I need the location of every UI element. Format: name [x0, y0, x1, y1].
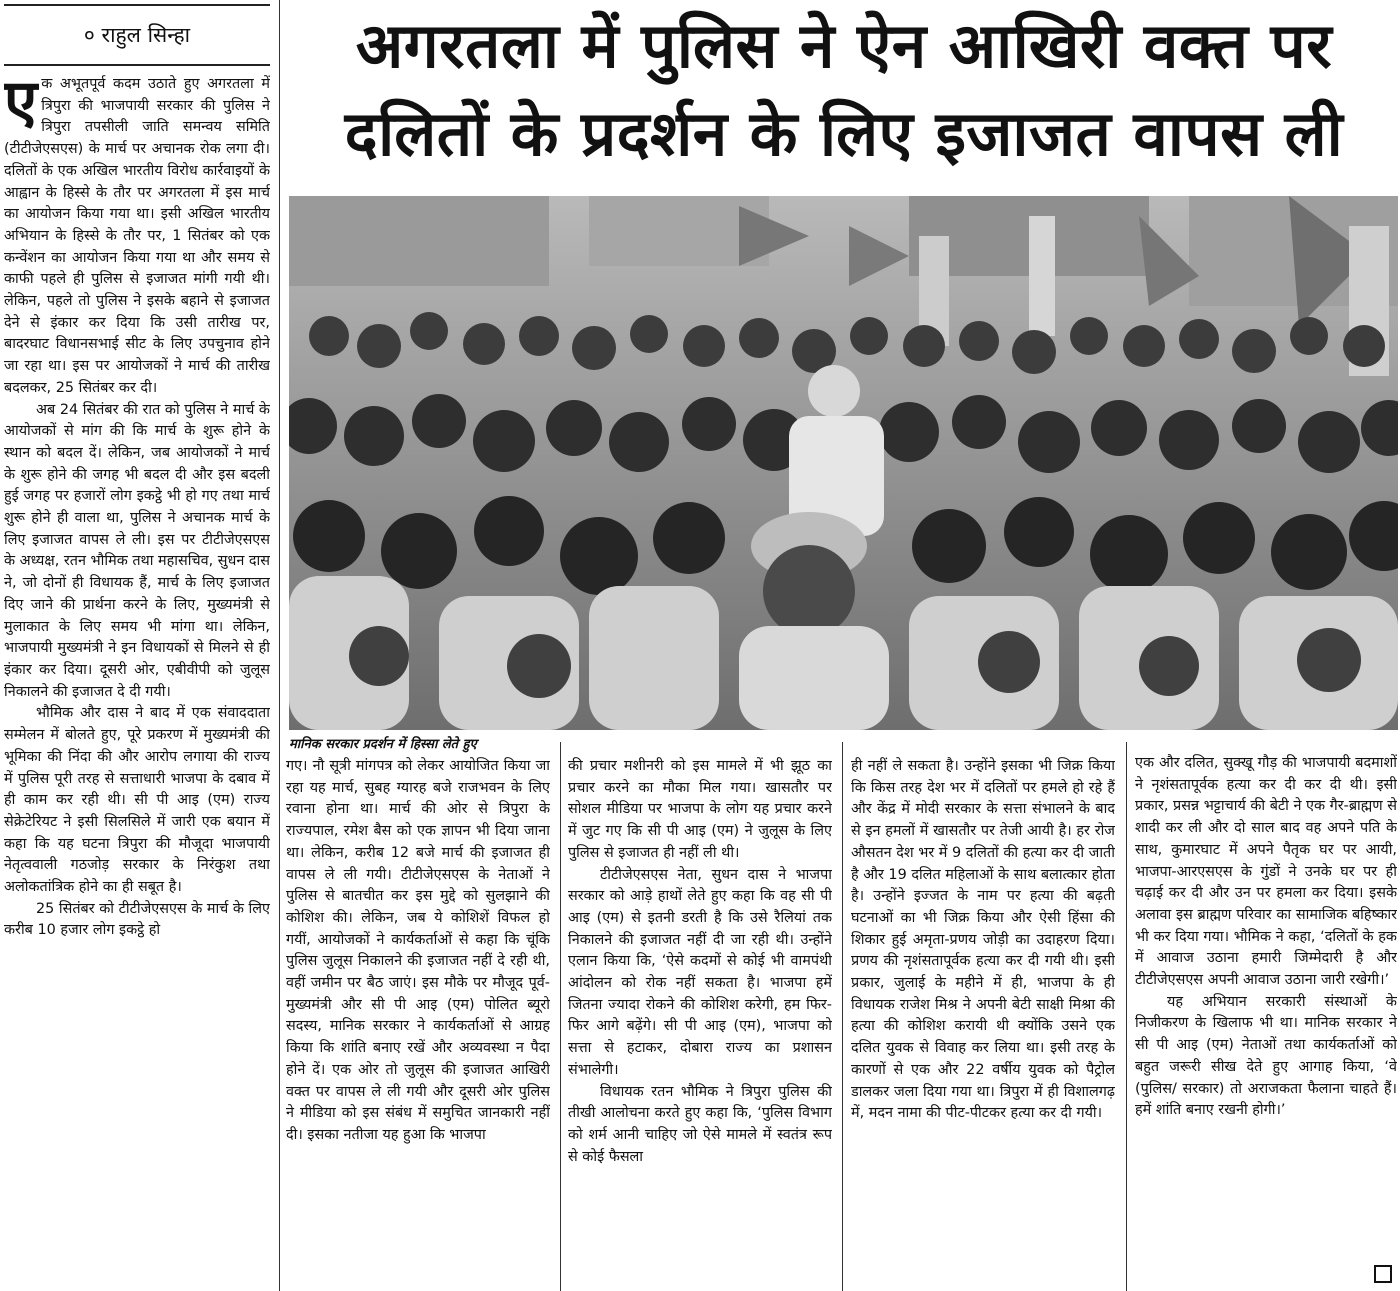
column-3-paragraph-1: की प्रचार मशीनरी को इस मामले में भी झूठ का प्रचार करने का मौका मिल गया। खासतौर पर सोशल मीडिया पर भाजपा के लोग यह प्रचार करने में जुट गए कि सी पी आइ (एम) ने जुलूस के लिए पुलिस से इजाजत ही नहीं ली थी।: [568, 758, 832, 861]
column-3: [568, 756, 832, 1286]
column-3-paragraph-3: विधायक रतन भौमिक ने त्रिपुरा पुलिस की तीखी आलोचना करते हुए कहा कि, ‘पुलिस विभाग को शर्म आनी चाहिए जो ऐसे मामले में स्वतंत्र रूप से कोई फैसला: [568, 1083, 832, 1165]
column-divider: [1126, 742, 1127, 1291]
column-4-paragraph-1: ही नहीं ले सकता है। उन्होंने इसका भी जिक्र किया कि किस तरह देश भर में दलितों पर हमले हो रहे हैं और केंद्र में मोदी सरकार के सत्ता संभालने के बाद से इन हमलों में खासतौर पर तेजी आयी है। हर रोज औसतन देश भर में 9 दलितों की हत्या कर दी जाती है और 19 दलित महिलाओं के साथ बलात्कार होता है। उन्होंने इज्जत के नाम पर हत्या की बढ़ती घटनाओं का भी जिक्र किया और ऐसी हिंसा की शिकार हुई अमृता-प्रणय जोड़ी का उदाहरण दिया। प्रणय की नृशंसतापूर्वक हत्या कर दी गयी थी। इसी प्रकार, जुलाई के महीने में ही, भाजपा के ही विधायक राजेश मिश्र ने अपनी बेटी साक्षी मिश्रा की हत्या की कोशिश करायी थी क्योंकि उसने एक दलित युवक से विवाह कर लिया था। इसी तरह के कारणों से एक और 22 वर्षीय युवक को पैट्रोल डालकर जला दिया गया था। त्रिपुरा में ही विशालगढ़ में, मदन नामा की पीट-पीटकर हत्या कर दी गयी।: [851, 758, 1115, 1122]
column-5-paragraph-1: एक और दलित, सुक्खू गौड़ की भाजपायी बदमाशों ने नृशंसतापूर्वक हत्या कर दी कर दी थी। इसी प्रकार, प्रसन्न भट्टाचार्य की बेटी ने एक गैर-ब्राह्मण से शादी कर ली और दो साल बाद वह अपने पति के साथ, कुमारघाट में अपने पैतृक घर पर आयी, भाजपा-आरएसएस के गुंडों ने उनके घर पर ही चढ़ाई कर दी और उन पर हमला कर दिया। इसके अलावा इस ब्राह्मण परिवार का सामाजिक बहिष्कार भी कर दिया गया। भौमिक ने कहा, ‘दलितों के हक में आवाज उठाना हमारी जिम्मेदारी है और टीटीजेएसएस अपनी आवाज उठाना जारी रखेगी।’: [1135, 755, 1397, 989]
left-paragraph-1: [4, 74, 270, 400]
left-paragraph-2: अब 24 सितंबर की रात को पुलिस ने मार्च के आयोजकों से मांग की कि मार्च के शुरू होने के स्थान को बदल दें। लेकिन, जब आयोजकों ने मार्च के शुरू होने की जगह भी बदल दी और इस बदली हुई जगह पर हजारों लोग इकट्ठे भी हो गए तथा मार्च शुरू होने ही वाला था, पुलिस ने अचानक मार्च के लिए इजाजत वापस ले ली। इस पर टीटीजेएसएस के अध्यक्ष, रतन भौमिक तथा महासचिव, सुधन दास ने, जो दोनों ही विधायक हैं, मार्च के लिए इजाजत दिए जाने की प्रार्थना करने के लिए, मुख्यमंत्री से मुलाकात के लिए समय भी मांगा था। लेकिन, भाजपायी मुख्यमंत्री ने इन विधायकों से मिलने से ही इंकार कर दिया। दूसरी ओर, एबीवीपी को जुलूस निकालने की इजाजत दे दी गयी।: [4, 401, 270, 700]
column-2-paragraph-1: गए। नौ सूत्री मांगपत्र को लेकर आयोजित किया जा रहा यह मार्च, सुबह ग्यारह बजे राजभवन के लिए रवाना होना था। मार्च की ओर से त्रिपुरा के राज्यपाल, रमेश बैस को एक ज्ञापन भी दिया जाना था। लेकिन, करीब 12 बजे मार्च की इजाजत ही वापस ले ली गयी। टीटीजेएसएस के नेताओं ने पुलिस से बातचीत कर इस मुद्दे को सुलझाने की कोशिश की। लेकिन, जब ये कोशिशें विफल हो गयीं, आयोजकों ने कार्यकर्ताओं से कहा कि चूंकि पुलिस जुलूस निकालने की इजाजत नहीं दे रही थी, वहीं जमीन पर बैठ जाएं। इस मौके पर मौजूद पूर्व-मुख्यमंत्री और सी पी आइ (एम) पोलित ब्यूरो सदस्य, मानिक सरकार ने कार्यकर्ताओं से आग्रह किया कि शांति बनाए रखें और अव्यवस्था न पैदा होने दें। एक ओर तो जुलूस की इजाजत आखिरी वक्त पर वापस ले ली गयी और दूसरी ओर पुलिस ने मीडिया को इस संबंध में समुचित जानकारी नहीं दी। इसका नतीजा यह हुआ कि भाजपा: [286, 758, 550, 1143]
left-paragraph-4: 25 सितंबर को टीटीजेएसएस के मार्च के लिए करीब 10 हजार लोग इकट्ठे हो: [4, 900, 270, 939]
byline: ० राहुल सिन्हा: [4, 4, 270, 66]
column-divider: [842, 742, 843, 1291]
news-photo: [289, 196, 1398, 730]
left-paragraph-1-text: क अभूतपूर्व कदम उठाते हुए अगरतला में त्रिपुरा की भाजपायी सरकार की पुलिस ने त्रिपुरा तपसीली जाति समन्वय समिति (टीटीजेएसएस) के मार्च पर अचानक रोक लगा दी। दलितों के एक अखिल भारतीय विरोध कार्रवाइयों के आह्वान के हिस्से के तौर पर अगरतला में इस मार्च का आयोजन किया गया था। इसी अखिल भारतीय अभियान के हिस्से के तौर पर, 1 सितंबर को एक कन्वेंशन का आयोजन किया गया था और समय से काफी पहले ही पुलिस से इजाजत मांगी गयी थी। लेकिन, पहले तो पुलिस ने इसके बहाने से इजाजत देने से इंकार कर दिया कि उसी तारीख पर, बादरघाट विधानसभाई सीट के लिए उपचुनाव होने जा रहा था। इस पर आयोजकों ने मार्च की तारीख बदलकर, 25 सितंबर कर दी।: [4, 76, 270, 396]
photo-caption: मानिक सरकार प्रदर्शन में हिस्सा लेते हुए: [289, 737, 477, 752]
headline-line-1: अगरतला में पुलिस ने ऐन आखिरी वक्त पर: [355, 9, 1333, 82]
column-3-paragraph-2: टीटीजेएसएस नेता, सुधन दास ने भाजपा सरकार को आड़े हाथों लेते हुए कहा कि वह सी पी आइ (एम) से इतनी डरती है कि उसे रैलियां तक निकालने की इजाजत नहीं दी जा रही थी। उन्होंने एलान किया कि, ‘ऐसे कदमों से कोई भी वामपंथी आंदोलन को रोक नहीं सकता है। भाजपा हमें जितना ज्यादा रोकने की कोशिश करेगी, हम फिर-फिर आगे बढ़ेंगे। सी पी आइ (एम), भाजपा को सत्ता से हटाकर, दोबारा राज्य का प्रशासन संभालेगी।: [568, 866, 832, 1078]
column-5: [1135, 753, 1397, 1283]
column-divider: [560, 742, 561, 1291]
column-divider: [279, 0, 280, 1291]
headline-line-2: दलितों के प्रदर्शन के लिए इजाजत वापस ली: [344, 97, 1344, 170]
crowd-photo-illustration: [289, 196, 1398, 730]
left-column-body: [4, 74, 270, 1279]
headline: [288, 2, 1400, 190]
column-5-paragraph-2: यह अभियान सरकारी संस्थाओं के निजीकरण के खिलाफ भी था। मानिक सरकार ने सी पी आइ (एम) नेताओं तथा कार्यकर्ताओं को बहुत जरूरी सीख देते हुए आगाह किया, ‘वे (पुलिस/ सरकार) तो अराजकता फैलाना चाहते हैं। हमें शांति बनाए रखनी होगी।’: [1135, 993, 1397, 1119]
left-paragraph-3: भौमिक और दास ने बाद में एक संवाददाता सम्मेलन में बोलते हुए, पूरे प्रकरण में मुख्यमंत्री की भूमिका की निंदा की और आरोप लगाया की राज्य में पुलिस पूरी तरह से सत्ताधारी भाजपा के दबाव में ही काम कर रही थी। सी पी आइ (एम) राज्य सेक्रेटेरियट ने इसी सिलसिले में जारी एक बयान में कहा कि यह घटना त्रिपुरा की मौजूदा भाजपायी नेतृत्ववाली गठजोड़ सरकार के निरंकुश तथा अलोकतांत्रिक होने का ही सबूत है।: [4, 705, 270, 896]
column-4: [851, 756, 1115, 1286]
column-2: [286, 756, 550, 1286]
left-column: [4, 0, 270, 1291]
article-end-mark: [1374, 1265, 1392, 1283]
dropcap-letter: ए: [4, 74, 38, 137]
